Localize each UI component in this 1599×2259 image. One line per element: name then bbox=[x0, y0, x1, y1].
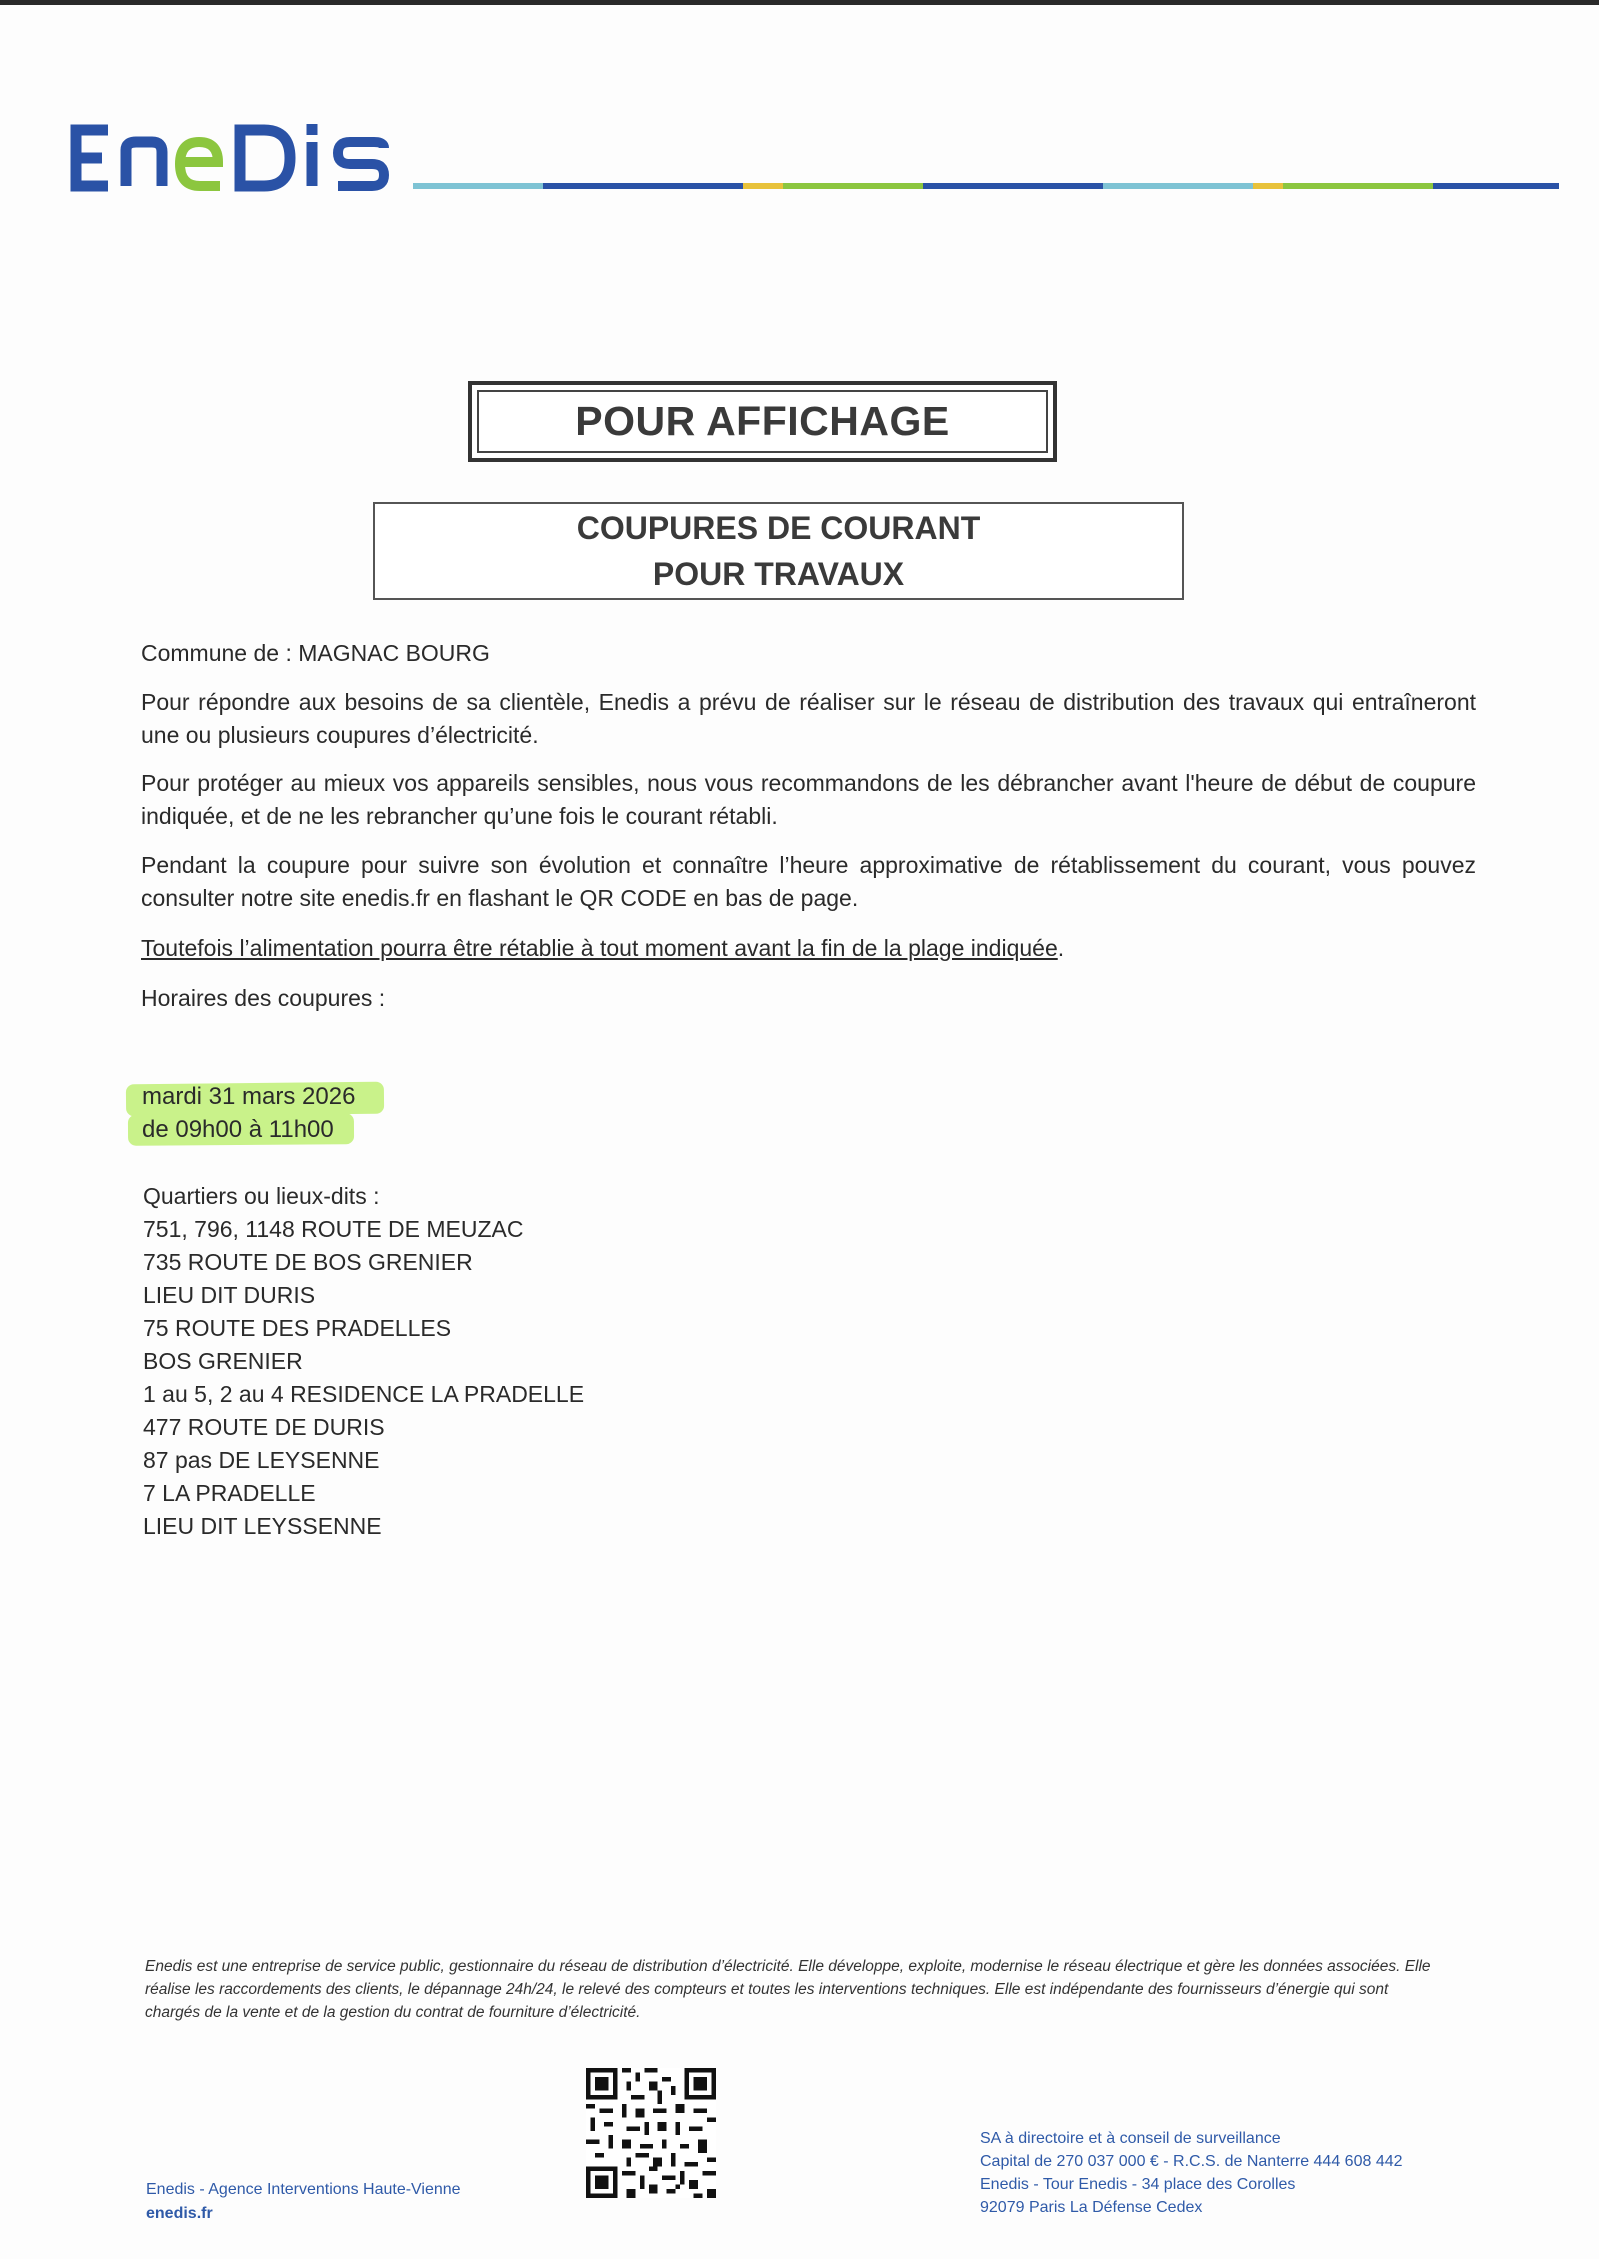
footer-line-3: Enedis - Tour Enedis - 34 place des Corolles bbox=[980, 2176, 1296, 2193]
subtitle-box bbox=[373, 502, 1184, 600]
list-item: 751, 796, 1148 ROUTE DE MEUZAC bbox=[143, 1216, 524, 1242]
quartiers-section bbox=[143, 1180, 584, 1543]
list-item: 75 ROUTE DES PRADELLES bbox=[143, 1315, 452, 1341]
legal-notice: Enedis est une entreprise de service public, gestionnaire du réseau de distribution d’électricité. Elle développe, exploite, modernise le réseau électrique et gère les données associées. Elle réalise les raccordements des clients, le dépannage 24h/24, le relevé des compteurs et toutes les interventions techniques. Elle est indépendante des fournisseurs d’énergie qui sont chargés de la vente et de la gestion du contrat de fourniture d’électricité. bbox=[145, 1958, 1431, 2021]
footer-line-1: SA à directoire et à conseil de surveillance bbox=[980, 2130, 1281, 2147]
header-rule bbox=[413, 183, 1559, 189]
list-item: 735 ROUTE DE BOS GRENIER bbox=[143, 1249, 473, 1275]
footer-left bbox=[146, 2178, 461, 2226]
paragraph-4-end: . bbox=[1057, 935, 1065, 961]
list-item: LIEU DIT DURIS bbox=[143, 1282, 316, 1308]
schedule-time: de 09h00 à 11h00 bbox=[142, 1116, 334, 1143]
title-text: POUR AFFICHAGE bbox=[477, 390, 1048, 453]
list-item: 87 pas DE LEYSENNE bbox=[143, 1447, 380, 1473]
paragraph-1: Pour répondre aux besoins de sa clientèle, Enedis a prévu de réaliser sur le réseau de distribution des travaux qui entraîneront une ou plusieurs coupures d’électricité. bbox=[141, 689, 1476, 748]
schedule bbox=[142, 1080, 355, 1146]
list-item: 7 LA PRADELLE bbox=[143, 1480, 316, 1506]
list-item: 1 au 5, 2 au 4 RESIDENCE LA PRADELLE bbox=[143, 1381, 585, 1407]
footer-line-2: Capital de 270 037 000 € - R.C.S. de Nanterre 444 608 442 bbox=[980, 2153, 1403, 2170]
paragraph-4 bbox=[141, 932, 1476, 965]
list-item: LIEU DIT LEYSSENNE bbox=[143, 1513, 382, 1539]
quartiers-label: Quartiers ou lieux-dits : bbox=[143, 1183, 380, 1209]
commune-line: Commune de : MAGNAC BOURG bbox=[141, 640, 490, 666]
footer-agency: Enedis - Agence Interventions Haute-Vienne bbox=[146, 2181, 461, 2198]
quartiers-list bbox=[143, 1213, 584, 1543]
paragraph-2: Pour protéger au mieux vos appareils sensibles, nous vous recommandons de les débrancher avant l'heure de début de coupure indiquée, et de ne les rebrancher qu’une fois le courant rétabli. bbox=[141, 770, 1476, 829]
subtitle-line-1: COUPURES DE COURANT bbox=[576, 510, 981, 546]
horaires-label: Horaires des coupures : bbox=[141, 985, 386, 1011]
list-item: 477 ROUTE DE DURIS bbox=[143, 1414, 385, 1440]
enedis-logo bbox=[68, 118, 408, 198]
schedule-date: mardi 31 mars 2026 bbox=[142, 1083, 356, 1110]
footer-site-link[interactable]: enedis.fr bbox=[146, 2205, 213, 2222]
footer-line-4: 92079 Paris La Défense Cedex bbox=[980, 2199, 1203, 2216]
footer-right bbox=[980, 2127, 1403, 2219]
subtitle-line-2: POUR TRAVAUX bbox=[652, 556, 905, 592]
scan-edge bbox=[0, 0, 1599, 5]
list-item: BOS GRENIER bbox=[143, 1348, 303, 1374]
paragraph-4-underlined: Toutefois l’alimentation pourra être rétablie à tout moment avant la fin de la plage indiquée bbox=[141, 935, 1058, 961]
title-box bbox=[468, 381, 1057, 462]
qr-code-icon[interactable] bbox=[586, 2068, 716, 2198]
paragraph-3: Pendant la coupure pour suivre son évolution et connaître l’heure approximative de rétablissement du courant, vous pouvez consulter notre site enedis.fr en flashant le QR CODE en bas de page. bbox=[141, 852, 1476, 911]
